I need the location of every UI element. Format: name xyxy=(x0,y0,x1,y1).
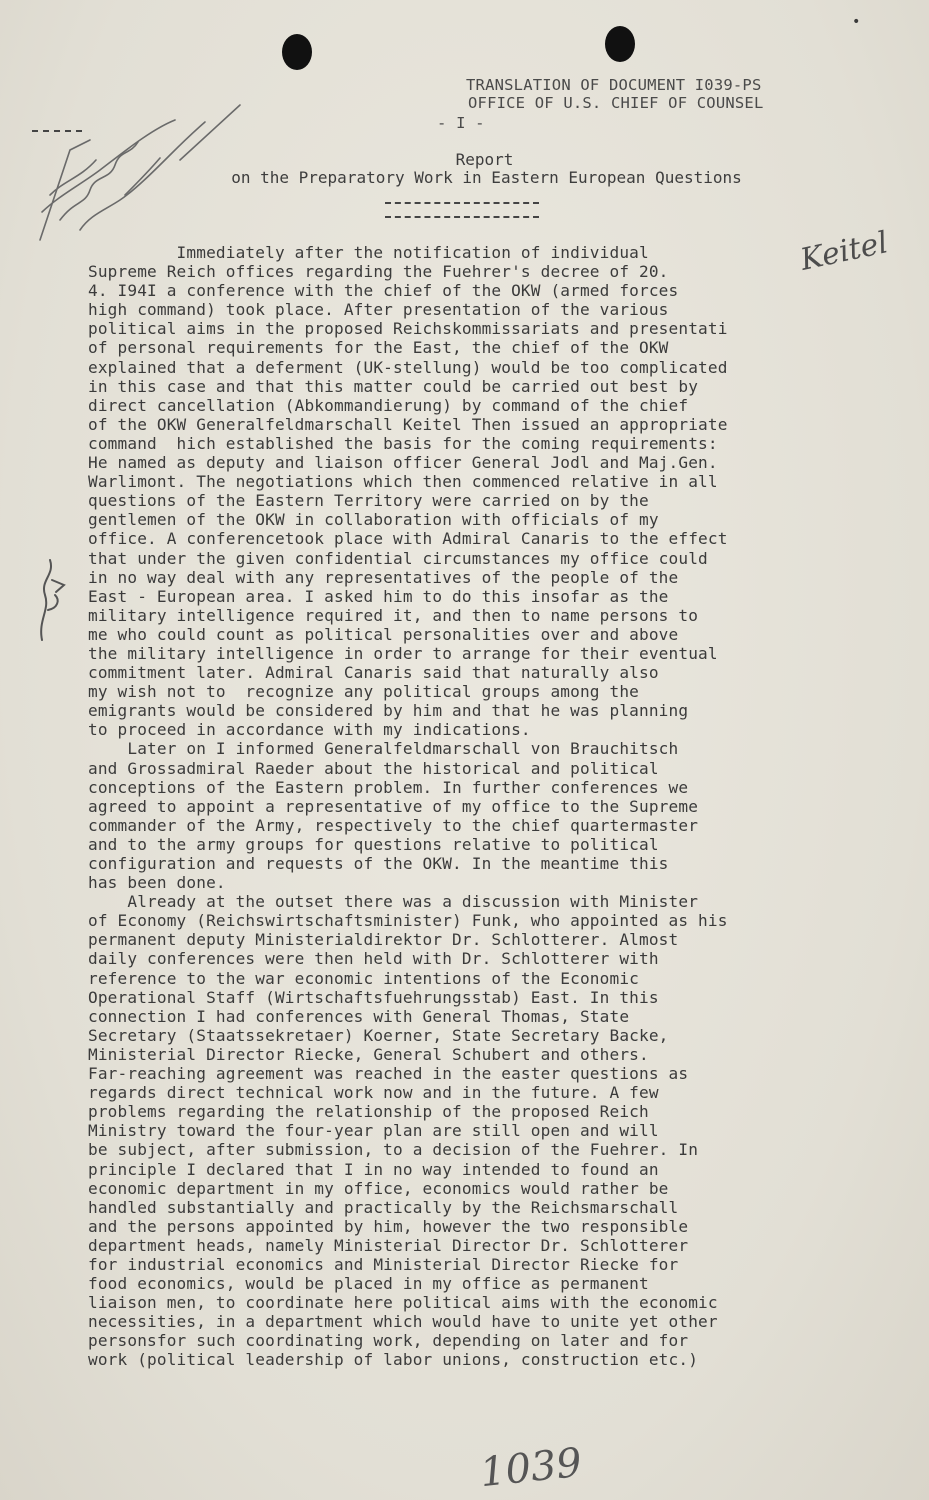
body-line: for industrial economics and Ministerial Director Riecke for xyxy=(88,1254,679,1274)
body-line: be subject, after submission, to a decision of the Fuehrer. In xyxy=(88,1140,699,1160)
body-line: Ministry toward the four-year plan are still open and will xyxy=(88,1121,659,1141)
body-line: and Grossadmiral Raeder about the historical and political xyxy=(88,758,659,778)
body-line: regards direct technical work now and in the future. A few xyxy=(88,1083,659,1103)
body-line: work (political leadership of labor unions, construction etc.) xyxy=(88,1350,699,1370)
body-line: commitment later. Admiral Canaris said that naturally also xyxy=(88,663,659,683)
body-line: my wish not to recognize any political groups among the xyxy=(88,682,639,702)
body-line: Ministerial Director Riecke, General Schubert and others. xyxy=(88,1044,649,1064)
title-underline xyxy=(385,202,539,218)
margin-handwritten-mark xyxy=(30,540,80,650)
header-translation-line: TRANSLATION OF DOCUMENT I039-PS xyxy=(466,76,762,94)
body-line: Operational Staff (Wirtschaftsfuehrungsstab) East. In this xyxy=(88,987,659,1007)
body-line: commander of the Army, respectively to the chief quartermaster xyxy=(88,815,699,835)
body-line: in no way deal with any representatives of the people of the xyxy=(88,567,679,587)
body-line: conceptions of the Eastern problem. In further conferences we xyxy=(88,777,689,797)
body-line: emigrants would be considered by him and that he was planning xyxy=(88,701,689,721)
body-line: He named as deputy and liaison officer General Jodl and Maj.Gen. xyxy=(88,453,718,473)
report-title: Report xyxy=(455,150,514,169)
body-line: command hich established the basis for the coming requirements: xyxy=(88,433,718,453)
body-line: Supreme Reich offices regarding the Fuehrer's decree of 20. xyxy=(88,262,669,282)
corner-mark: • xyxy=(852,14,861,30)
body-line: Warlimont. The negotiations which then commenced relative in all xyxy=(88,472,718,492)
body-line: Far-reaching agreement was reached in the easter questions as xyxy=(88,1064,689,1084)
handwritten-stamp-scribble xyxy=(30,100,250,250)
body-line: reference to the war economic intentions of the Economic xyxy=(88,968,639,988)
body-line: configuration and requests of the OKW. In the meantime this xyxy=(88,854,669,873)
body-line: daily conferences were then held with Dr. Schlotterer with xyxy=(88,949,659,969)
body-line: permanent deputy Ministerialdirektor Dr. Schlotterer. Almost xyxy=(88,930,679,950)
body-line: economic department in my office, economics would rather be xyxy=(88,1178,669,1198)
report-subtitle: on the Preparatory Work in Eastern European Questions xyxy=(231,168,742,187)
body-line: direct cancellation (Abkommandierung) by command of the chief xyxy=(88,395,689,415)
body-line: food economics, would be placed in my office as permanent xyxy=(88,1274,649,1294)
body-line: connection I had conferences with General Thomas, State xyxy=(88,1006,630,1026)
body-line: necessities, in a department which would have to unite yet other xyxy=(88,1312,718,1332)
body-line: and the persons appointed by him, however the two responsible xyxy=(88,1216,689,1236)
body-line: office. A conferencetook place with Admiral Canaris to the effect xyxy=(88,529,728,549)
body-line: department heads, namely Ministerial Director Dr. Schlotterer xyxy=(88,1235,689,1255)
body-line: 4. I94I a conference with the chief of the OKW (armed forces xyxy=(88,281,679,301)
body-line: political aims in the proposed Reichskommissariats and presentati xyxy=(88,319,728,339)
body-line: me who could count as political personalities over and above xyxy=(88,624,679,644)
page-number: - I - xyxy=(437,114,485,132)
margin-note-keitel: Keitel xyxy=(797,225,892,278)
body-line: of the OKW Generalfeldmarschall Keitel Then issued an appropriate xyxy=(88,414,728,434)
body-line: questions of the Eastern Territory were carried on by the xyxy=(88,491,649,511)
body-line: in this case and that this matter could be carried out best by xyxy=(88,376,699,396)
body-line: Immediately after the notification of individual xyxy=(88,243,649,262)
body-line: personsfor such coordinating work, depending on later and for xyxy=(88,1331,689,1351)
body-line: East - European area. I asked him to do this insofar as the xyxy=(88,586,669,606)
body-line: of personal requirements for the East, the chief of the OKW xyxy=(88,338,669,358)
footer-handwritten-number: 1039 xyxy=(477,1439,584,1497)
body-line: military intelligence required it, and then to name persons to xyxy=(88,605,699,625)
report-body xyxy=(88,243,878,1370)
body-line: Already at the outset there was a discussion with Minister xyxy=(88,892,699,912)
punch-hole-left xyxy=(282,34,312,70)
body-line: gentlemen of the OKW in collaboration with officials of my xyxy=(88,510,659,530)
body-line: has been done. xyxy=(88,873,226,893)
body-line: Secretary (Staatssekretaer) Koerner, State Secretary Backe, xyxy=(88,1025,669,1045)
body-line: that under the given confidential circumstances my office could xyxy=(88,548,708,568)
body-line: high command) took place. After presentation of the various xyxy=(88,300,669,320)
body-line: of Economy (Reichswirtschaftsminister) Funk, who appointed as his xyxy=(88,911,728,931)
body-line: explained that a deferment (UK-stellung) would be too complicated xyxy=(88,357,728,377)
body-line: Later on I informed Generalfeldmarschall von Brauchitsch xyxy=(88,739,679,759)
body-line: problems regarding the relationship of the proposed Reich xyxy=(88,1102,649,1122)
body-line: to proceed in accordance with my indications. xyxy=(88,720,531,740)
body-line: liaison men, to coordinate here political aims with the economic xyxy=(88,1293,718,1313)
body-line: principle I declared that I in no way intended to found an xyxy=(88,1159,659,1179)
punch-hole-right xyxy=(605,26,635,62)
body-line: handled substantially and practically by the Reichsmarschall xyxy=(88,1197,679,1217)
body-line: agreed to appoint a representative of my office to the Supreme xyxy=(88,796,699,816)
body-line: the military intelligence in order to arrange for their eventual xyxy=(88,643,718,663)
header-office-line: OFFICE OF U.S. CHIEF OF COUNSEL xyxy=(468,94,764,112)
body-line: and to the army groups for questions relative to political xyxy=(88,834,659,854)
